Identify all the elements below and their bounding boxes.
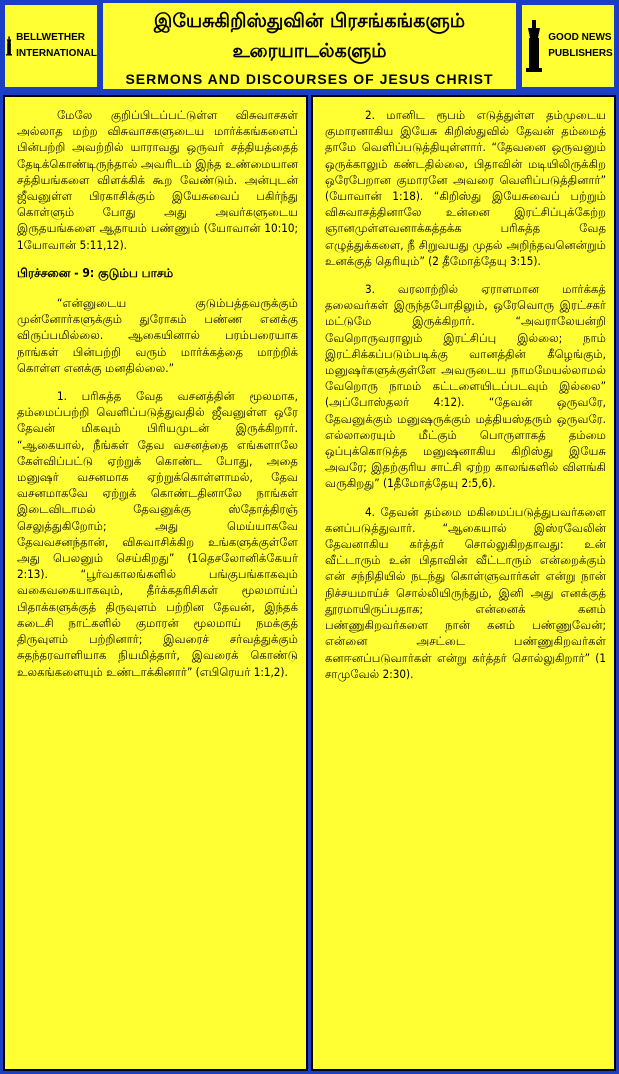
right-column (311, 95, 616, 1071)
left-column (3, 95, 308, 1071)
objection-quote: “என்னுடைய குடும்பத்தவருக்கும் முன்னோர்களுக்கும் துரோகம் பண்ண எனக்கு விருப்பமில்லை. ஆகையினால் பரம்பரையாக நாங்கள் பின்பற்றி வரும் மார்க்கத்தை மாற்றிக் கொள்ள எனக்கு மனதில்லை.” (17, 296, 298, 375)
logo-line-2: INTERNATIONAL (16, 48, 97, 59)
title-box (103, 3, 516, 89)
good-news-logo (520, 3, 616, 89)
point-4: 4. தேவன் தம்மை மகிமைப்படுத்துபவர்களை கனப்படுத்துவார். “ஆகையால் இஸ்ரவேலின் தேவனாகிய கர்த்தர் சொல்லுகிறதாவது: உன் வீட்டாரும் உன் பிதாவின் வீட்டாரும் என்றைக்கும் என் சந்நிதியில் நடந்து கொள்ளுவார்கள் என்று நான் நிச்சயமாய்ச் சொல்லியிருந்தும், இனி அது எனக்குத் தூரமாயிருப்பதாக; என்னைக் கனம் பண்ணுகிறவர்களை நான் கனம் பண்ணுவேன்; என்னை அசட்டை பண்ணுகிறவர்கள் கனஈனப்படுவார்கள் என்று கர்த்தர் சொல்லுகிறார்” (1 சாமுவேல் 2:30). (325, 504, 606, 681)
tower-icon (5, 18, 13, 74)
point-3: 3. வரலாற்றில் ஏராளமான மார்க்கத் தலைவர்கள் இருந்தபோதிலும், ஒரேவொரு இரட்சகர் மட்டுமே இருக்கிறார். “அவராலேயன்றி வேறொருவராலும் இரட்சிப்பு இல்லை; நாம் இரட்சிக்கப்படும்படிக்கு வானத்தின் கீழெங்கும், மனுஷர்களுக்குள்ளே அவருடைய நாமமேயல்லாமல் வேறொரு நாமம் கட்டளையிடப்படவும் இல்லை” (அப்போஸ்தலர் 4:12). “தேவன் ஒருவரே, தேவனுக்கும் மனுஷருக்கும் மத்தியஸ்தரும் ஒருவரே. எல்லாரையும் மீட்கும் பொருளாகத் தம்மை ஒப்புக்கொடுத்த மனுஷனாகிய கிறிஸ்து இயேசு அவரே; இதற்குரிய சாட்சி ஏற்ற காலங்களில் விளங்கி வருகிறது” (1தீமோத்தேயு 2:5,6). (325, 282, 606, 491)
title-tamil-1: இயேசுகிறிஸ்துவின் பிரசங்கங்களும் (153, 10, 466, 32)
logo-line-1: GOOD NEWS (548, 32, 612, 43)
tower-icon (523, 18, 545, 74)
title-english: SERMONS AND DISCOURSES OF JESUS CHRIST (125, 71, 494, 87)
bellwether-logo (3, 3, 99, 89)
header (0, 0, 619, 92)
intro-paragraph: மேலே குறிப்பிடப்பட்டுள்ள விசுவாசகள் அல்லாத மற்ற விசுவாசகளுடைய மார்க்கங்களைப் பின்பற்றி அவற்றில் யாராவது ஒருவர் சத்தியத்தைத் தேடிக்கொண்டிருந்தால் அவரிடம் இந்த உண்மையான சத்தியங்களை விளக்கிக் கூற வேண்டும். அன்புடன் ஜீவனுள்ள பிரகாசிக்கும் இயேசுவைப் பகிர்ந்து கொள்ளும் போது அது அவர்களுடைய இருதயங்களை ஆதாயம் பண்ணும் (யோவான் 10:10; 1யோவான் 5:11,12). (17, 108, 298, 252)
point-1: 1. பரிசுத்த வேத வசனத்தின் மூலமாக, தம்மைப்பற்றி வெளிப்படுத்துவதில் ஜீவனுள்ள ஒரே தேவன் மிகவும் பிரியமுடன் இருக்கிறார். “ஆகையால், நீங்கள் தேவ வசனத்தை எங்களாலே கேள்விப்பட்டு ஏற்றுக் கொண்ட போது, அதை மனுஷர் வசனமாக ஏற்றுக்கொள்ளாமல், தேவ வசனமாகவே ஏற்றுக் கொண்டதினாலே நாங்கள் இடைவிடாமல் தேவனுக்கு ஸ்தோத்திரஞ் செலுத்துகிறோம்; அது மெய்யாகவே தேவவசனந்தான், விசுவாசிக்கிற உங்களுக்குள்ளே அது பெலனும் செய்கிறது” (1தெசலோனிக்கேயர் 2:13). “பூர்வகாலங்களில் பங்குபங்காகவும் வகைவகையாகவும், தீர்க்கதரிசிகள் மூலமாய்ப் பிதாக்களுக்குத் திருவுளம் பற்றின தேவன், இந்தக் கடைசி நாட்களில் குமாரன் மூலமாய் நமக்குத் திருவுளம் பற்றினார்; இவரைச் சர்வத்துக்கும் சுதந்தரவாளியாக நியமித்தார், இவரைக் கொண்டு உலகங்களையும் உண்டாக்கினார்” (எபிரெயர் 1:1,2). (17, 389, 298, 679)
title-tamil-2: உரையாடல்களும் (232, 40, 387, 62)
section-heading: பிரச்சனை - 9: குடும்ப பாசம் (17, 265, 174, 280)
logo-line-1: BELLWETHER (16, 32, 85, 43)
point-2: 2. மானிட ரூபம் எடுத்துள்ள தம்முடைய குமாரனாகிய இயேசு கிறிஸ்துவில் தேவன் தம்மைத் தாமே வெளிப்படுத்தியுள்ளார். “தேவனை ஒருவனும் ஒருக்காலும் கண்டதில்லை, பிதாவின் மடியிலிருக்கிற ஒரேபேறான குமாரனே அவரை வெளிப்படுத்தினார்” (யோவான் 1:18). “கிறிஸ்து இயேசுவைப் பற்றும் விசுவாசத்தினாலே உன்னை இரட்சிப்புக்கேற்ற ஞானமுள்ளவனாக்கத்தக்க பரிசுத்த வேத எழுத்துக்களை, நீ சிறுவயது முதல் அறிந்தவனென்றும் உனக்குத் தெரியும்” (2 தீமோத்தேயு 3:15). (325, 108, 606, 268)
logo-line-2: PUBLISHERS (548, 48, 613, 59)
